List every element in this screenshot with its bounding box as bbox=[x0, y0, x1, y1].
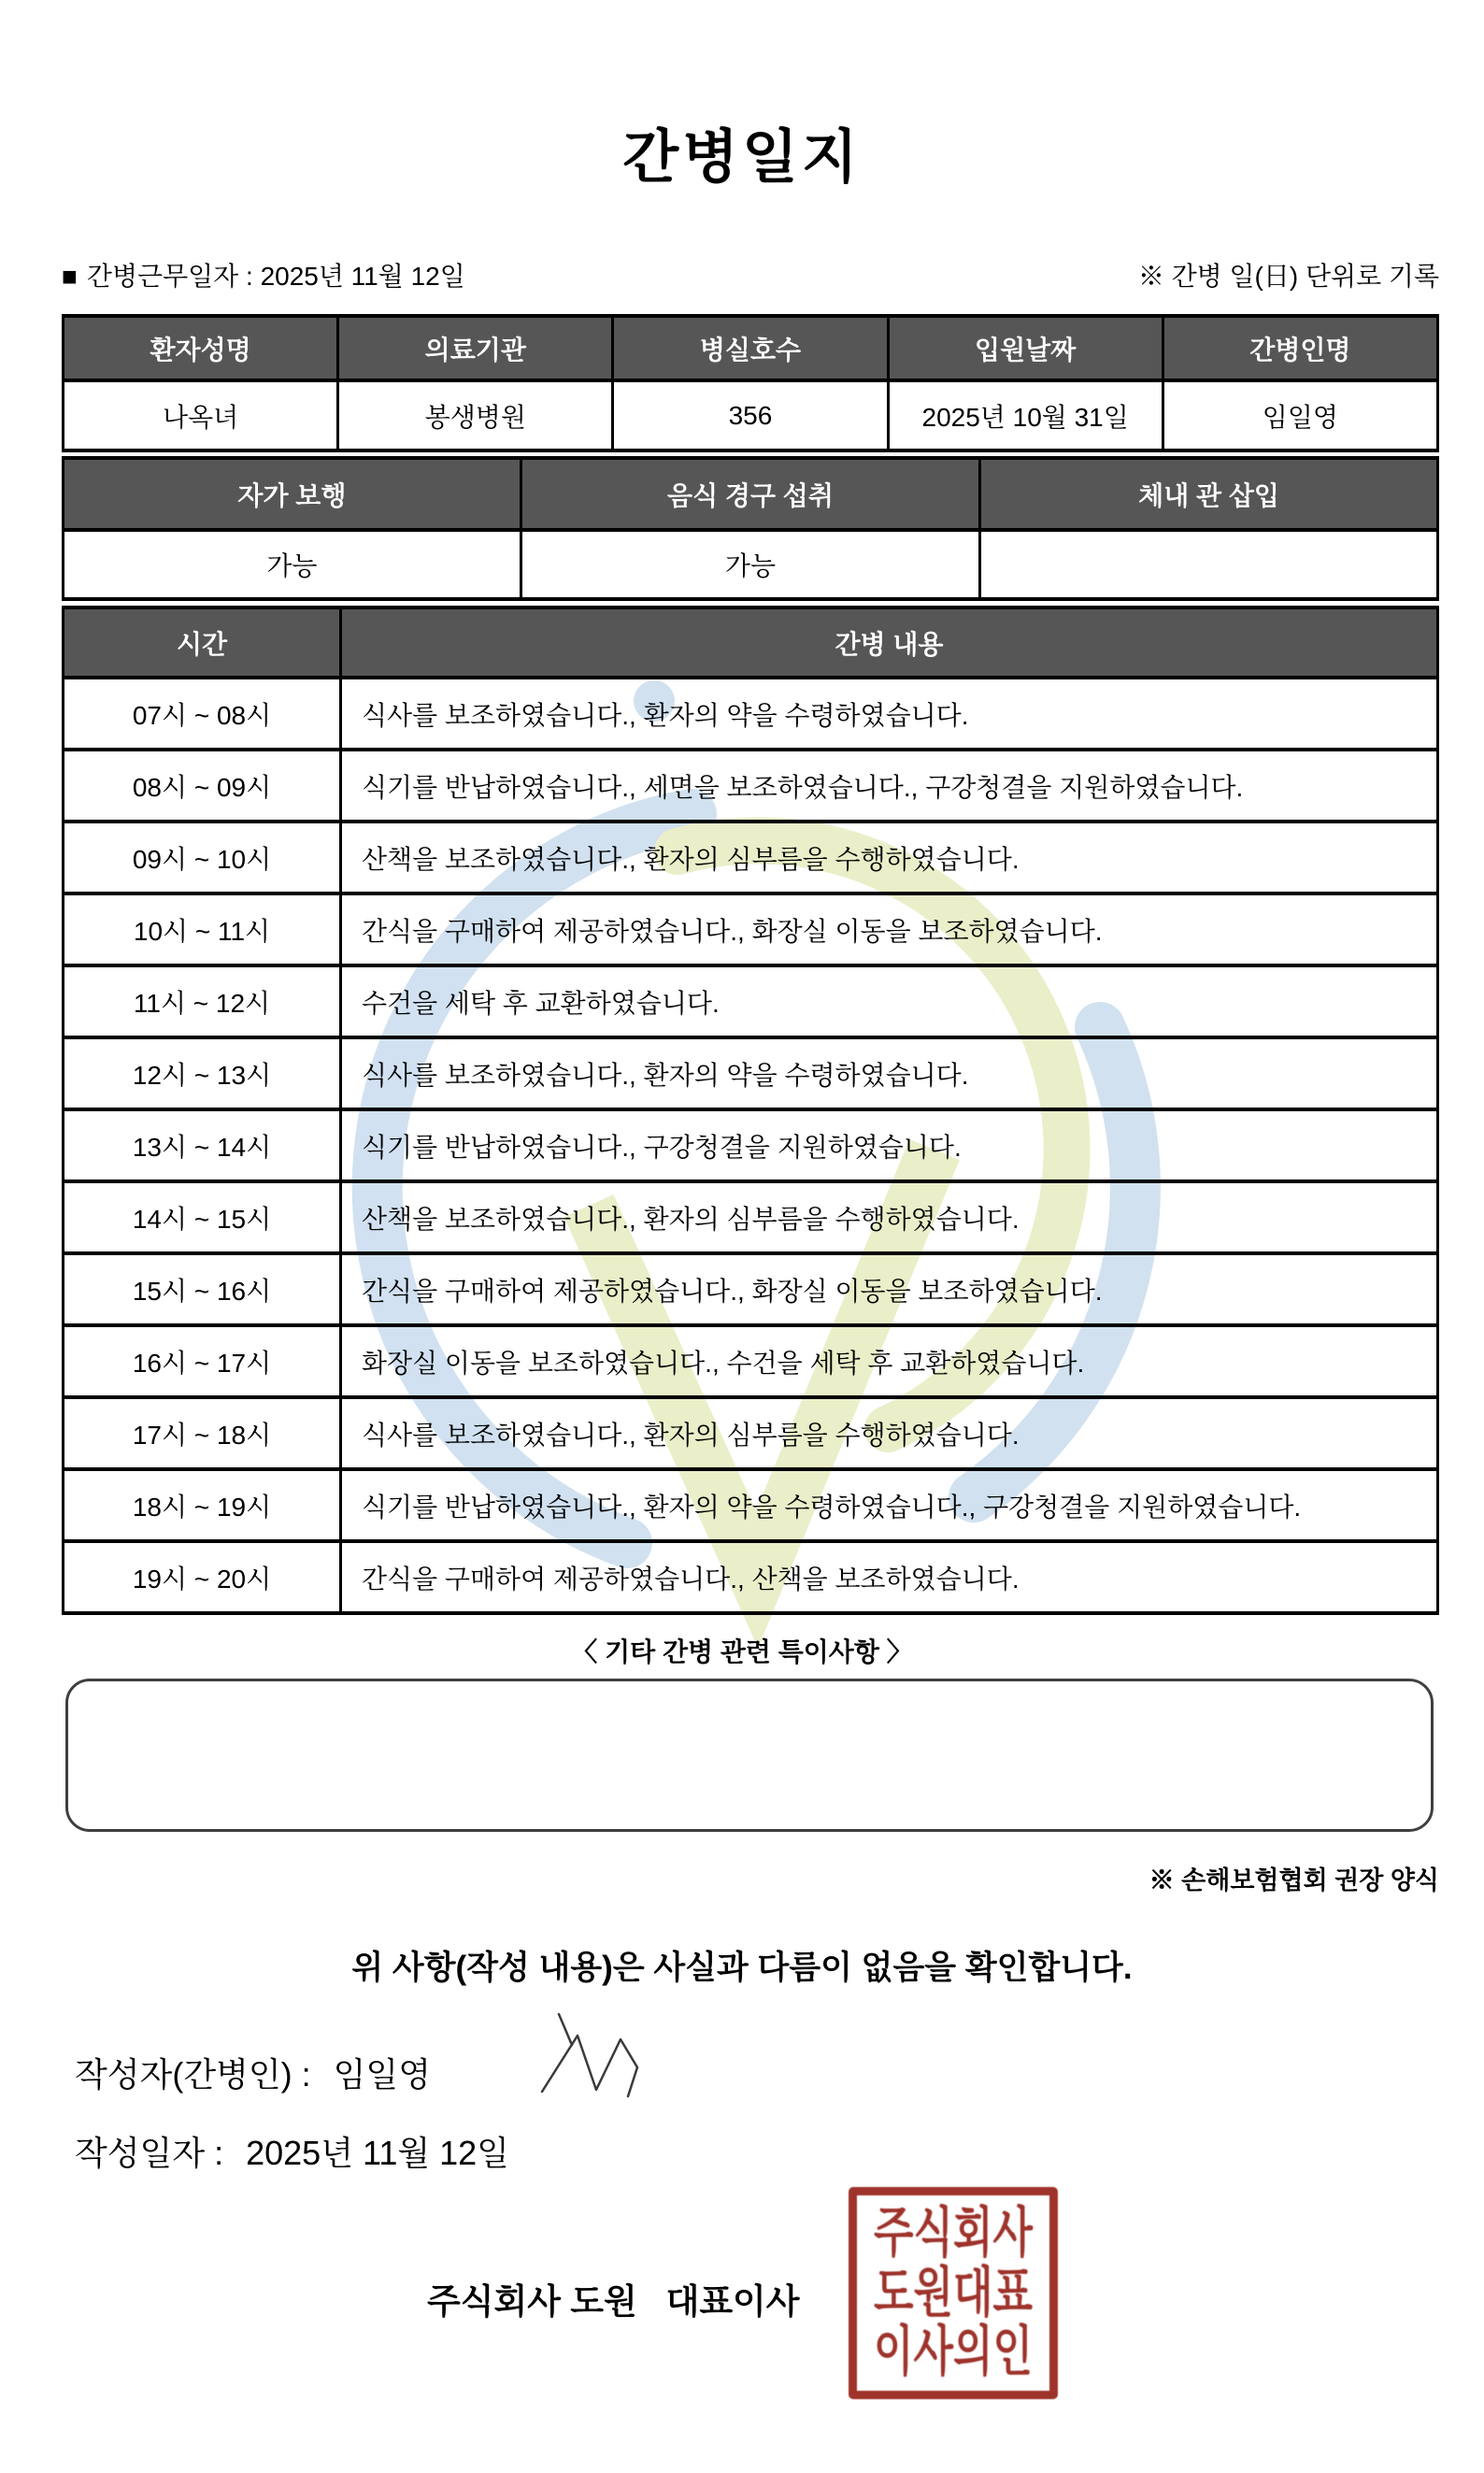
patient-info-table bbox=[62, 314, 1439, 452]
writer-name: 임일영 bbox=[333, 2055, 431, 2094]
care-row bbox=[64, 1109, 1438, 1181]
confirmation-statement: 위 사항(작성 내용)은 사실과 다름이 없음을 확인합니다. bbox=[351, 1950, 1133, 1986]
care-row bbox=[64, 893, 1438, 965]
care-time: 08시 ~ 09시 bbox=[64, 750, 341, 822]
header-medical-institution: 의료기관 bbox=[338, 316, 613, 380]
work-date-value: 2025년 11월 12일 bbox=[260, 262, 465, 291]
special-notes-heading: 〈 기타 간병 관련 특이사항 〉 bbox=[571, 1637, 913, 1666]
care-content: 수건을 세탁 후 교환하였습니다. bbox=[341, 965, 1438, 1037]
seal-text-line: 이사의인 bbox=[873, 2321, 1033, 2382]
header-oral-intake: 음식 경구 섭취 bbox=[521, 458, 979, 530]
care-content: 식사를 보조하였습니다., 환자의 약을 수령하였습니다. bbox=[341, 678, 1438, 750]
value-medical-institution: 봉생병원 bbox=[338, 380, 613, 450]
care-row bbox=[64, 678, 1438, 750]
written-date-value: 2025년 11월 12일 bbox=[246, 2134, 509, 2172]
care-row bbox=[64, 1469, 1438, 1541]
writer-label: 작성자(간병인) : bbox=[75, 2055, 311, 2094]
seal-text-line: 주식회사 bbox=[873, 2203, 1033, 2264]
care-time: 13시 ~ 14시 bbox=[64, 1109, 341, 1181]
header-self-walking: 자가 보행 bbox=[64, 458, 521, 530]
header-admission-date: 입원날짜 bbox=[888, 316, 1163, 380]
patient-status-table bbox=[62, 456, 1439, 601]
work-date-label: 간병근무일자 : bbox=[86, 262, 253, 291]
value-room-number: 356 bbox=[613, 380, 888, 450]
care-row bbox=[64, 750, 1438, 822]
header-patient-name: 환자성명 bbox=[64, 316, 338, 380]
work-date-line bbox=[62, 256, 465, 293]
care-time: 12시 ~ 13시 bbox=[64, 1037, 341, 1109]
care-time: 16시 ~ 17시 bbox=[64, 1325, 341, 1397]
patient-table-header-row bbox=[64, 316, 1438, 380]
care-time: 14시 ~ 15시 bbox=[64, 1181, 341, 1253]
header-room-number: 병실호수 bbox=[613, 316, 888, 380]
value-patient-name: 나옥녀 bbox=[64, 380, 338, 450]
value-tube-insertion bbox=[980, 530, 1438, 599]
care-content: 간식을 구매하여 제공하였습니다., 화장실 이동을 보조하였습니다. bbox=[341, 893, 1438, 965]
status-table-header-row bbox=[64, 458, 1438, 530]
unit-note: ※ 간병 일(日) 단위로 기록 bbox=[1137, 262, 1439, 291]
care-row bbox=[64, 1325, 1438, 1397]
header-tube-insertion: 체내 관 삽입 bbox=[980, 458, 1438, 530]
header-time: 시간 bbox=[64, 608, 341, 678]
care-content: 간식을 구매하여 제공하였습니다., 산책을 보조하였습니다. bbox=[341, 1541, 1438, 1613]
header-care-content: 간병 내용 bbox=[341, 608, 1438, 678]
written-date-line bbox=[75, 2127, 509, 2175]
care-content: 식기를 반납하였습니다., 세면을 보조하였습니다., 구강청결을 지원하였습니다. bbox=[341, 750, 1438, 822]
care-content: 산책을 보조하였습니다., 환자의 심부름을 수행하였습니다. bbox=[341, 1181, 1438, 1253]
value-oral-intake: 가능 bbox=[521, 530, 979, 599]
page-title: 간병일지 bbox=[622, 125, 862, 190]
care-log-table bbox=[62, 606, 1439, 1615]
care-time: 07시 ~ 08시 bbox=[64, 678, 341, 750]
value-admission-date: 2025년 10월 31일 bbox=[888, 380, 1163, 450]
care-content: 산책을 보조하였습니다., 환자의 심부름을 수행하였습니다. bbox=[341, 822, 1438, 893]
care-time: 18시 ~ 19시 bbox=[64, 1469, 341, 1541]
corporate-seal-stamp bbox=[849, 2187, 1058, 2399]
care-content: 화장실 이동을 보조하였습니다., 수건을 세탁 후 교환하였습니다. bbox=[341, 1325, 1438, 1397]
seal-text-line: 도원대표 bbox=[873, 2262, 1033, 2323]
care-row bbox=[64, 1541, 1438, 1613]
care-content: 식기를 반납하였습니다., 구강청결을 지원하였습니다. bbox=[341, 1109, 1438, 1181]
written-date-label: 작성일자 : bbox=[75, 2134, 224, 2172]
square-bullet-icon: ■ bbox=[62, 262, 78, 291]
value-caregiver-name: 임일영 bbox=[1163, 380, 1437, 450]
care-content: 식사를 보조하였습니다., 환자의 심부름을 수행하였습니다. bbox=[341, 1397, 1438, 1469]
care-content: 간식을 구매하여 제공하였습니다., 화장실 이동을 보조하였습니다. bbox=[341, 1253, 1438, 1325]
care-row bbox=[64, 1181, 1438, 1253]
care-time: 19시 ~ 20시 bbox=[64, 1541, 341, 1613]
care-row bbox=[64, 1253, 1438, 1325]
status-table-value-row bbox=[64, 530, 1438, 599]
value-self-walking: 가능 bbox=[64, 530, 521, 599]
care-time: 09시 ~ 10시 bbox=[64, 822, 341, 893]
care-content: 식사를 보조하였습니다., 환자의 약을 수령하였습니다. bbox=[341, 1037, 1438, 1109]
care-content: 식기를 반납하였습니다., 환자의 약을 수령하였습니다., 구강청결을 지원하였습니다. bbox=[341, 1469, 1438, 1541]
writer-line bbox=[75, 2049, 431, 2096]
company-ceo-line: 주식회사 도원 대표이사 bbox=[427, 2282, 800, 2321]
recommended-form-note: ※ 손해보험협회 권장 양식 bbox=[1149, 1866, 1439, 1894]
care-time: 17시 ~ 18시 bbox=[64, 1397, 341, 1469]
care-row bbox=[64, 965, 1438, 1037]
care-row bbox=[64, 822, 1438, 893]
care-table-header-row bbox=[64, 608, 1438, 678]
special-notes-box bbox=[65, 1679, 1434, 1832]
patient-table-value-row bbox=[64, 380, 1438, 450]
care-time: 15시 ~ 16시 bbox=[64, 1253, 341, 1325]
handwritten-signature bbox=[538, 2011, 678, 2100]
care-time: 11시 ~ 12시 bbox=[64, 965, 341, 1037]
care-row bbox=[64, 1037, 1438, 1109]
header-caregiver-name: 간병인명 bbox=[1163, 316, 1437, 380]
care-time: 10시 ~ 11시 bbox=[64, 893, 341, 965]
care-row bbox=[64, 1397, 1438, 1469]
meta-row bbox=[62, 256, 1439, 293]
